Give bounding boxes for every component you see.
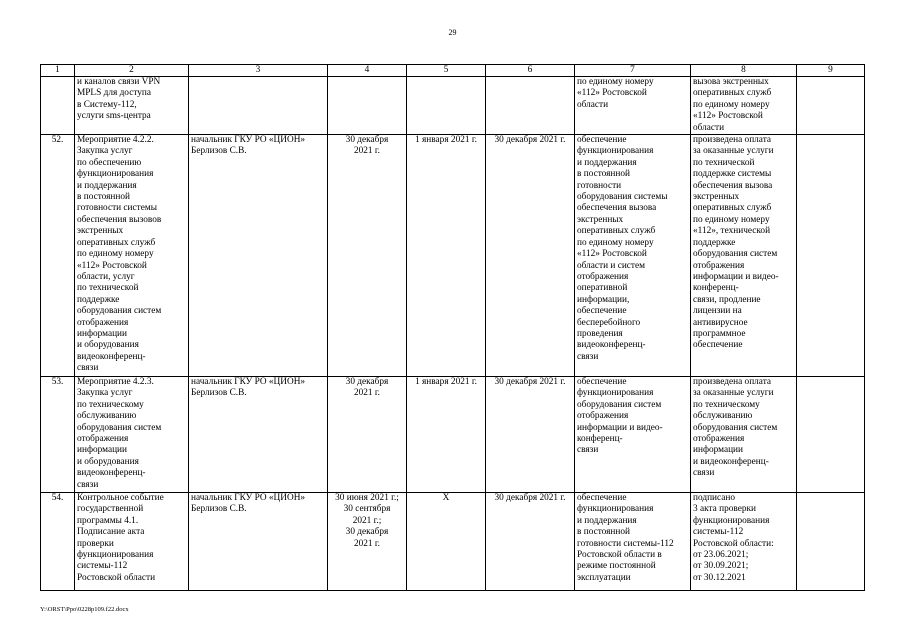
table-row bbox=[41, 377, 865, 493]
column-header-8: 8 bbox=[691, 65, 797, 77]
end-date-cell: 30 декабря 2021 г. bbox=[486, 493, 575, 591]
planned-date-cell: 30 декабря 2021 г. bbox=[328, 135, 407, 377]
start-date-cell: Х bbox=[407, 493, 486, 591]
document-file-path: Y:\ORST\Ppo\0228p109.f22.docx bbox=[40, 606, 129, 613]
event-name-cell: Контрольное событие государственной программы 4.1. Подписание акта проверки функционирования системы-112 Ростовской области bbox=[75, 493, 189, 591]
end-date-cell: 30 декабря 2021 г. bbox=[486, 377, 575, 493]
responsible-person-cell bbox=[189, 77, 328, 135]
planned-date-cell: 30 декабря 2021 г. bbox=[328, 377, 407, 493]
implementation-plan-table bbox=[40, 64, 865, 591]
event-name-cell: Мероприятие 4.2.3. Закупка услуг по техническому обслуживанию оборудования систем отображения информации и оборудования видеоконференц- связи bbox=[75, 377, 189, 493]
column-header-2: 2 bbox=[75, 65, 189, 77]
column-header-4: 4 bbox=[328, 65, 407, 77]
actual-result-cell: произведена оплата за оказанные услуги по технической поддержке системы обеспечения вызова экстренных оперативных служб по единому номеру «112», технической поддержке оборудования систем отображения информации и видео- конференц- связи, продление лицензии на антивирусное программное обеспечение bbox=[691, 135, 797, 377]
actual-result-cell: вызова экстренных оперативных служб по единому номеру «112» Ростовской области bbox=[691, 77, 797, 135]
column-header-9: 9 bbox=[797, 65, 865, 77]
note-cell bbox=[797, 377, 865, 493]
column-header-7: 7 bbox=[575, 65, 691, 77]
row-number-cell: 54. bbox=[41, 493, 75, 591]
note-cell bbox=[797, 135, 865, 377]
start-date-cell: 1 января 2021 г. bbox=[407, 135, 486, 377]
row-number-cell: 52. bbox=[41, 135, 75, 377]
column-number-row bbox=[41, 65, 865, 77]
row-number-cell bbox=[41, 77, 75, 135]
end-date-cell: 30 декабря 2021 г. bbox=[486, 135, 575, 377]
table-row bbox=[41, 493, 865, 591]
event-name-cell: и каналов связи VPN MPLS для доступа в Систему-112, услуги sms-центра bbox=[75, 77, 189, 135]
planned-date-cell bbox=[328, 77, 407, 135]
end-date-cell bbox=[486, 77, 575, 135]
note-cell bbox=[797, 77, 865, 135]
planned-date-cell: 30 июня 2021 г.; 30 сентября 2021 г.; 30 декабря 2021 г. bbox=[328, 493, 407, 591]
column-header-1: 1 bbox=[41, 65, 75, 77]
expected-result-cell: по единому номеру «112» Ростовской области bbox=[575, 77, 691, 135]
start-date-cell: 1 января 2021 г. bbox=[407, 377, 486, 493]
responsible-person-cell: начальник ГКУ РО «ЦИОН» Берлизов С.В. bbox=[189, 377, 328, 493]
column-header-3: 3 bbox=[189, 65, 328, 77]
expected-result-cell: обеспечение функционирования оборудования систем отображения информации и видео- конференц- связи bbox=[575, 377, 691, 493]
table-row bbox=[41, 135, 865, 377]
actual-result-cell: произведена оплата за оказанные услуги по техническому обслуживанию оборудования систем отображения информации и видеоконференц- связи bbox=[691, 377, 797, 493]
expected-result-cell: обеспечение функционирования и поддержания в постоянной готовности системы-112 Ростовской области в режиме постоянной эксплуатации bbox=[575, 493, 691, 591]
column-header-5: 5 bbox=[407, 65, 486, 77]
start-date-cell bbox=[407, 77, 486, 135]
row-number-cell: 53. bbox=[41, 377, 75, 493]
page-number: 29 bbox=[448, 28, 457, 37]
actual-result-cell: подписано 3 акта проверки функционирования системы-112 Ростовской области: от 23.06.2021; от 30.09.2021; от 30.12.2021 bbox=[691, 493, 797, 591]
column-header-6: 6 bbox=[486, 65, 575, 77]
note-cell bbox=[797, 493, 865, 591]
responsible-person-cell: начальник ГКУ РО «ЦИОН» Берлизов С.В. bbox=[189, 135, 328, 377]
responsible-person-cell: начальник ГКУ РО «ЦИОН» Берлизов С.В. bbox=[189, 493, 328, 591]
event-name-cell: Мероприятие 4.2.2. Закупка услуг по обеспечению функционирования и поддержания в постоянной готовности системы обеспечения вызовов экстренных оперативных служб по единому номеру «112» Ростовской области, услуг по технической поддержке оборудования систем отображения информации и оборудования видеоконференц- связи bbox=[75, 135, 189, 377]
table-row bbox=[41, 77, 865, 135]
expected-result-cell: обеспечение функционирования и поддержания в постоянной готовности оборудования системы обеспечения вызова экстренных оперативных служб по единому номеру «112» Ростовской области и систем отображения оперативной информации, обеспечение бесперебойного проведения видеоконференц- связи bbox=[575, 135, 691, 377]
